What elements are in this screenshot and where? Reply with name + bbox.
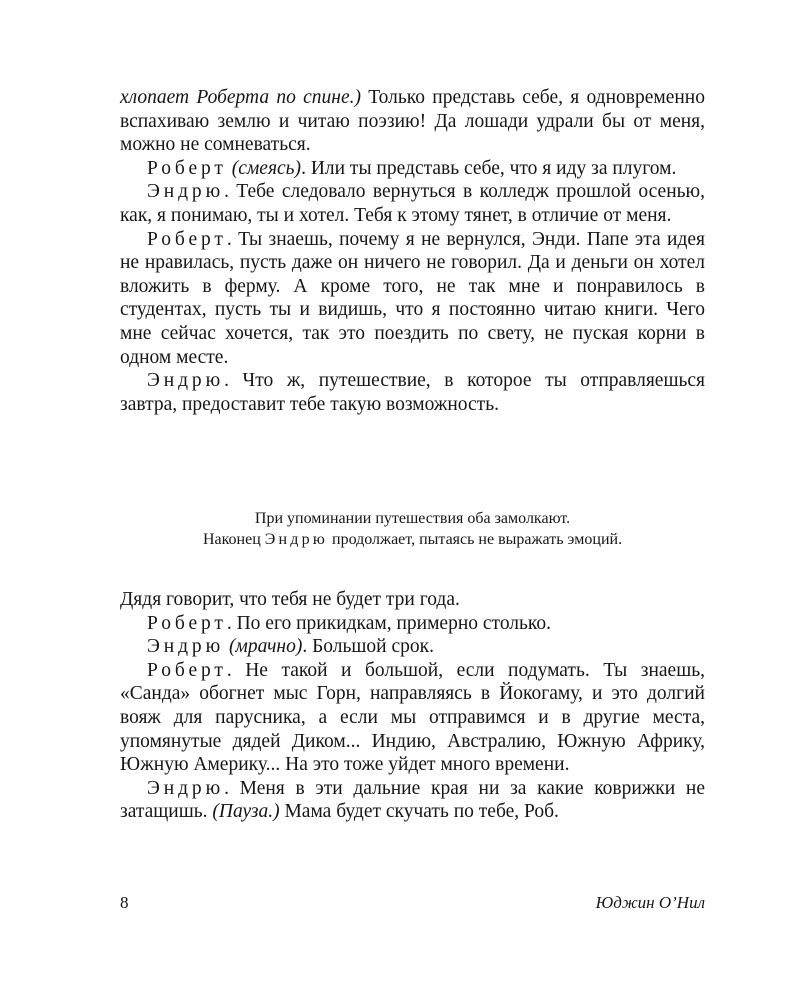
paragraph-andrew-2: [120, 369, 705, 416]
paragraph-andrew-1: [120, 180, 705, 227]
stage-direction-inline: хлопает Роберта по спине.): [120, 87, 361, 108]
speech-text: . Ты знаешь, почему я не вернулся, Энди. Папе эта идея не нравилась, пусть даже он ничего не говорил. Да и деньги он хотел вложить в ферму. А кроме того, не так мне и понравилось в студентах, пусть ты и видишь, что я постоянно читаю книги. Чего мне сейчас хочется, так это поездить по свету, не пуская корни в одном месте.: [120, 228, 705, 368]
speech-text: . Меня в эти дальние края ни за какие коврижки не затащишь.: [120, 777, 705, 823]
speech-text: . Тебе следовало вернуться в колледж прошлой осенью, как, я понимаю, ты и хотел. Тебя к этому тянет, в отличие от меня.: [120, 181, 705, 226]
speech-text: . По его прикидкам, примерно столько.: [226, 612, 552, 634]
speaker-name: Роберт: [147, 659, 227, 681]
paragraph-robert-1: [120, 157, 705, 181]
speaker-name: Эндрю: [147, 636, 225, 658]
stage-direction-inline: (мрачно): [228, 636, 303, 658]
stage-direction-inline: (смеясь): [231, 157, 302, 179]
speech-text: Только представь себе, я одновременно вспахиваю землю и читаю поэзию! Да лошади удрали бы от меня, можно не сомневаться.: [120, 87, 705, 156]
stage-text: продолжает, пытаясь не выражать эмоций.: [328, 530, 623, 548]
paragraph-continuation: [120, 588, 705, 612]
stage-direction-line: [150, 530, 675, 551]
speaker-name: Роберт: [147, 157, 227, 179]
paragraph-continuation: [120, 86, 705, 157]
speech-text: Мама будет скучать по тебе, Роб.: [279, 801, 559, 823]
speech-text: . Что ж, путешествие, в которое ты отправляешься завтра, предоставит тебе такую возможность.: [120, 370, 705, 415]
paragraph-andrew-3: [120, 635, 705, 659]
speech-text: . Или ты представь себе, что я иду за плугом.: [301, 157, 677, 179]
stage-direction-line: При упоминании путешествия оба замолкают.: [254, 510, 571, 527]
speaker-name: Эндрю: [147, 370, 225, 392]
paragraph-andrew-4: [120, 777, 705, 824]
stage-direction-inline: (Пауза.): [212, 801, 280, 823]
speaker-name: Эндрю: [264, 530, 328, 548]
paragraph-robert-3: [120, 612, 705, 636]
speech-text: Дядя говорит, что тебя не будет три года.: [120, 589, 460, 610]
speech-text: . Не такой и большой, если подумать. Ты знаешь, «Санда» обогнет мыс Горн, направляясь в Йокогаму, и это долгий вояж для парусника, а если мы отправимся и в другие места, упомянутые дядей Диком... Индию, Австралию, Южную Африку, Южную Америку... На это тоже уйдет много времени.: [120, 659, 705, 776]
speaker-name: Эндрю: [147, 181, 225, 203]
paragraph-robert-4: [120, 659, 705, 777]
speaker-name: Эндрю: [147, 777, 225, 799]
page-number: 8: [120, 893, 129, 912]
page-footer: [120, 893, 705, 917]
running-author: Юджин О’Нил: [595, 893, 705, 912]
speech-text: . Большой срок.: [302, 636, 434, 658]
speaker-name: Роберт: [147, 612, 227, 634]
speaker-name: Роберт: [147, 228, 227, 250]
paragraph-robert-2: [120, 228, 705, 370]
stage-direction-block: [150, 509, 675, 550]
text-block-bottom: [120, 588, 705, 824]
stage-text: Наконец: [202, 530, 265, 548]
text-block-top: [120, 86, 705, 416]
